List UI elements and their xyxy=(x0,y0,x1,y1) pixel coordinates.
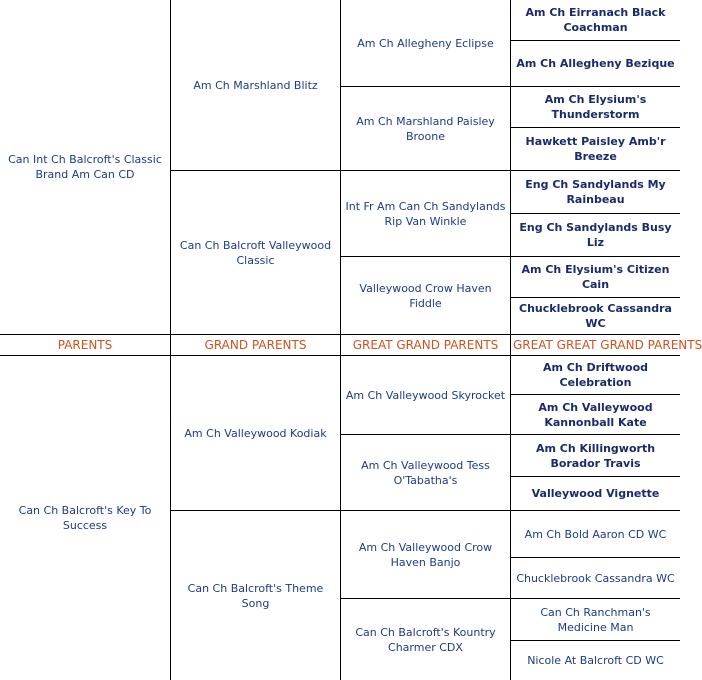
sire-name: Can Int Ch Balcroft's Classic Brand Am Can CD xyxy=(8,153,162,181)
row-divider xyxy=(340,86,510,87)
great-great-grandparent-cell xyxy=(511,558,680,598)
grandparent-name: Am Ch Valleywood Kodiak xyxy=(184,426,327,440)
row-divider xyxy=(510,40,680,41)
row-divider xyxy=(510,640,680,641)
header-bottom-border xyxy=(0,355,680,356)
great-great-grandparent-name: Am Ch Elysium's Citizen Cain xyxy=(521,263,670,291)
great-great-grandparent-name: Am Ch Bold Aaron CD WC xyxy=(524,527,667,541)
row-divider xyxy=(510,127,680,128)
great-grandparent-name: Am Ch Marshland Paisley Broone xyxy=(356,114,495,143)
great-great-grandparent-name: Can Ch Ranchman's Medicine Man xyxy=(540,605,651,634)
great-great-grandparent-cell xyxy=(511,599,680,640)
great-grandparent-cell xyxy=(341,257,510,334)
great-great-grandparent-cell xyxy=(511,0,680,40)
great-grandparent-name: Am Ch Valleywood Tess O'Tabatha's xyxy=(361,458,490,487)
row-divider xyxy=(340,256,510,257)
great-great-grandparent-name: Am Ch Valleywood Kannonball Kate xyxy=(538,400,653,429)
row-divider xyxy=(510,434,680,435)
great-great-grandparent-name: Valleywood Vignette xyxy=(531,487,660,500)
great-great-grandparent-cell xyxy=(511,257,680,297)
row-divider xyxy=(510,256,680,257)
great-great-grandparent-name: Am Ch Eirranach Black Coachman xyxy=(525,6,666,34)
great-grandparent-cell xyxy=(341,87,510,170)
row-divider xyxy=(170,170,340,171)
great-great-grandparent-cell xyxy=(511,128,680,170)
great-grandparent-name: Valleywood Crow Haven Fiddle xyxy=(359,281,492,310)
great-grandparent-cell xyxy=(341,599,510,680)
great-grandparent-name: Int Fr Am Can Ch Sandylands Rip Van Winkle xyxy=(345,199,506,228)
grandparent-cell xyxy=(171,356,340,510)
great-great-grandparent-cell xyxy=(511,214,680,256)
great-great-grandparent-name: Nicole At Balcroft CD WC xyxy=(527,654,664,667)
great-great-grandparent-name: Chucklebrook Cassandra WC xyxy=(519,302,672,330)
great-great-grandparent-name: Hawkett Paisley Amb'r Breeze xyxy=(525,135,666,163)
row-divider xyxy=(510,213,680,214)
sire-cell xyxy=(0,0,170,334)
grandparent-name: Can Ch Balcroft's Theme Song xyxy=(187,581,324,610)
great-great-grandparent-cell xyxy=(511,356,680,394)
row-divider xyxy=(510,170,680,171)
great-grandparent-name: Am Ch Valleywood Skyrocket xyxy=(345,388,506,402)
great-great-grandparent-cell xyxy=(511,511,680,557)
grandparent-cell xyxy=(171,511,340,680)
grandparent-cell xyxy=(171,171,340,334)
great-great-grandparent-cell xyxy=(511,641,680,680)
row-divider xyxy=(510,476,680,477)
dam-cell xyxy=(0,356,170,680)
header-parents xyxy=(0,335,170,355)
row-divider xyxy=(340,598,510,599)
row-divider xyxy=(340,434,510,435)
header-parents-label: PARENTS xyxy=(57,337,113,352)
row-divider xyxy=(340,510,510,511)
great-grandparent-name: Can Ch Balcroft's Kountry Charmer CDX xyxy=(355,625,496,654)
great-great-grandparent-cell xyxy=(511,298,680,334)
great-great-grandparent-name: Am Ch Allegheny Bezique xyxy=(516,57,675,70)
dam-name: Can Ch Balcroft's Key To Success xyxy=(18,504,152,532)
column-divider xyxy=(510,0,511,680)
row-divider xyxy=(340,170,510,171)
row-divider xyxy=(510,86,680,87)
header-great-great-grand-parents xyxy=(511,335,702,355)
great-great-grandparent-name: Am Ch Elysium's Thunderstorm xyxy=(544,93,647,121)
row-divider xyxy=(510,510,680,511)
great-great-grandparent-cell xyxy=(511,41,680,86)
great-grandparent-cell xyxy=(341,171,510,256)
grandparent-name: Can Ch Balcroft Valleywood Classic xyxy=(179,238,332,267)
great-grandparent-cell xyxy=(341,0,510,86)
great-grandparent-name: Am Ch Valleywood Crow Haven Banjo xyxy=(358,540,493,569)
row-divider xyxy=(510,557,680,558)
great-great-grandparent-name: Eng Ch Sandylands My Rainbeau xyxy=(525,178,666,206)
grandparent-cell xyxy=(171,0,340,170)
great-grandparent-cell xyxy=(341,356,510,434)
great-great-grandparent-name: Eng Ch Sandylands Busy Liz xyxy=(519,221,672,249)
grandparent-name: Am Ch Marshland Blitz xyxy=(193,78,318,92)
header-great-great-grand-parents-label: GREAT GREAT GRAND PARENTS xyxy=(513,337,702,352)
great-great-grandparent-name: Chucklebrook Cassandra WC xyxy=(516,571,675,585)
great-great-grandparent-cell xyxy=(511,87,680,127)
column-divider xyxy=(170,0,171,680)
header-top-border xyxy=(0,334,680,335)
header-grand-parents-label: GRAND PARENTS xyxy=(204,337,307,352)
great-great-grandparent-cell xyxy=(511,477,680,510)
header-great-grand-parents xyxy=(341,335,510,355)
row-divider xyxy=(170,510,340,511)
header-great-grand-parents-label: GREAT GRAND PARENTS xyxy=(352,337,499,352)
row-divider xyxy=(510,297,680,298)
great-grandparent-cell xyxy=(341,511,510,598)
great-great-grandparent-cell xyxy=(511,435,680,476)
row-divider xyxy=(510,394,680,395)
row-divider xyxy=(510,598,680,599)
great-grandparent-cell xyxy=(341,435,510,510)
great-great-grandparent-name: Am Ch Killingworth Borador Travis xyxy=(535,441,656,470)
great-grandparent-name: Am Ch Allegheny Eclipse xyxy=(357,36,494,50)
header-grand-parents xyxy=(171,335,340,355)
great-great-grandparent-cell xyxy=(511,171,680,213)
column-divider xyxy=(340,0,341,680)
great-great-grandparent-name: Am Ch Driftwood Celebration xyxy=(542,361,649,389)
great-great-grandparent-cell xyxy=(511,395,680,434)
